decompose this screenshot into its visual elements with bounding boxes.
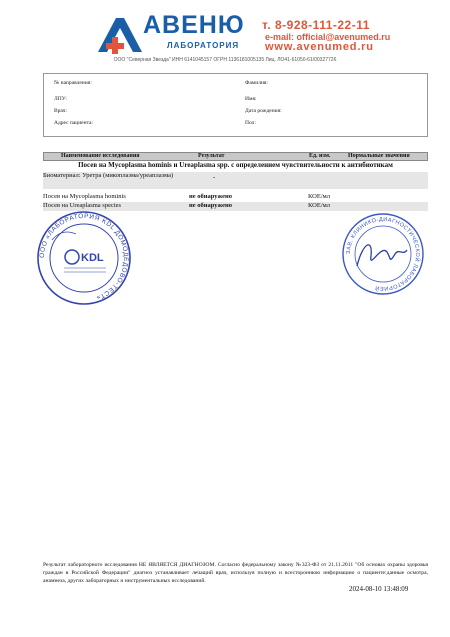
address-label: Адрес пациента: bbox=[54, 120, 94, 126]
table-header bbox=[43, 152, 428, 161]
first-name-label: Имя: bbox=[245, 96, 257, 102]
svg-text:ЗАВ. КЛИНИКО-ДИАГНОСТИЧЕСКОЙ Л bbox=[346, 217, 422, 293]
license-line: ООО "Северная Звезда" ИНН 6141045157 ОГРН 1136181005135 Лиц. ЛО41-61050-61/00327726 bbox=[113, 57, 337, 63]
test-unit: КОЕ/мл bbox=[308, 193, 331, 200]
table-row bbox=[43, 193, 428, 202]
logo-subtitle: ЛАБОРАТОРИЯ bbox=[167, 41, 240, 50]
test-name: Посев на Ureaplasma species bbox=[43, 202, 122, 209]
contact-email: e-mail: official@avenumed.ru bbox=[265, 32, 391, 42]
column-header-test: Наименование исследования bbox=[61, 153, 140, 159]
sex-label: Пол: bbox=[245, 120, 256, 126]
birth-date-label: Дата рождения: bbox=[245, 108, 282, 114]
biomaterial-row bbox=[43, 172, 428, 189]
doctor-label: Врач: bbox=[54, 108, 67, 114]
column-header-normal: Нормальные значения bbox=[348, 153, 410, 159]
surname-label: Фамилия: bbox=[245, 80, 268, 86]
test-unit: КОЕ/мл bbox=[308, 202, 331, 209]
referral-number-label: № направления: bbox=[54, 80, 92, 86]
column-header-result: Результат bbox=[198, 153, 225, 159]
test-result: не обнаружено bbox=[189, 193, 232, 200]
patient-info-box bbox=[43, 73, 428, 137]
clinic-label: ЛПУ: bbox=[54, 96, 67, 102]
doctor-stamp-icon bbox=[333, 212, 433, 296]
test-name: Посев на Mycoplasma hominis bbox=[43, 193, 126, 200]
contact-phone: т. 8-928-111-22-11 bbox=[262, 18, 370, 32]
disclaimer-text: Результат лабораторного исследования НЕ ЯВЛЯЕТСЯ ДИАГНОЗОМ. Согласно федеральному закону №323-ФЗ от 21.11.2011 "Об основах охраны здоровья граждан в Российской Федерации" диагноз устанавливает лечащий врач, используя полную и всестороннюю информацию о пациенте:данные осмотра, анамнеза, других лабораторных и инструментальных исследований. bbox=[43, 562, 428, 584]
logo-wordmark: АВЕНЮ bbox=[143, 11, 245, 39]
test-panel-title: Посев на Mycoplasma hominis и Ureaplasma spp. с определением чувствительности к антибиотикам bbox=[78, 161, 393, 169]
print-timestamp: 2024-08-10 13:48:09 bbox=[349, 585, 409, 593]
laboratory-stamp-icon bbox=[34, 210, 134, 307]
contact-website: www.avenumed.ru bbox=[265, 41, 374, 53]
stamp-ring-text: ООО «ЛАБОРАТОРИЯ KDL ДОМОДЕДОВО-ТЕСТ» bbox=[38, 212, 130, 302]
biomaterial-label: Биоматериал: Уретра (микоплазма/уреаплазма) bbox=[43, 172, 174, 179]
biomaterial-result: - bbox=[213, 174, 216, 181]
stamp-ring-text: ЗАВ. КЛИНИКО-ДИАГНОСТИЧЕСКОЙ ЛАБОРАТОРИЕЙ bbox=[345, 216, 421, 292]
column-header-unit: Ед. изм. bbox=[309, 153, 331, 159]
test-result: не обнаружено bbox=[189, 202, 232, 209]
stamp-center-text: KDL bbox=[81, 252, 104, 264]
signature-icon bbox=[357, 245, 407, 266]
